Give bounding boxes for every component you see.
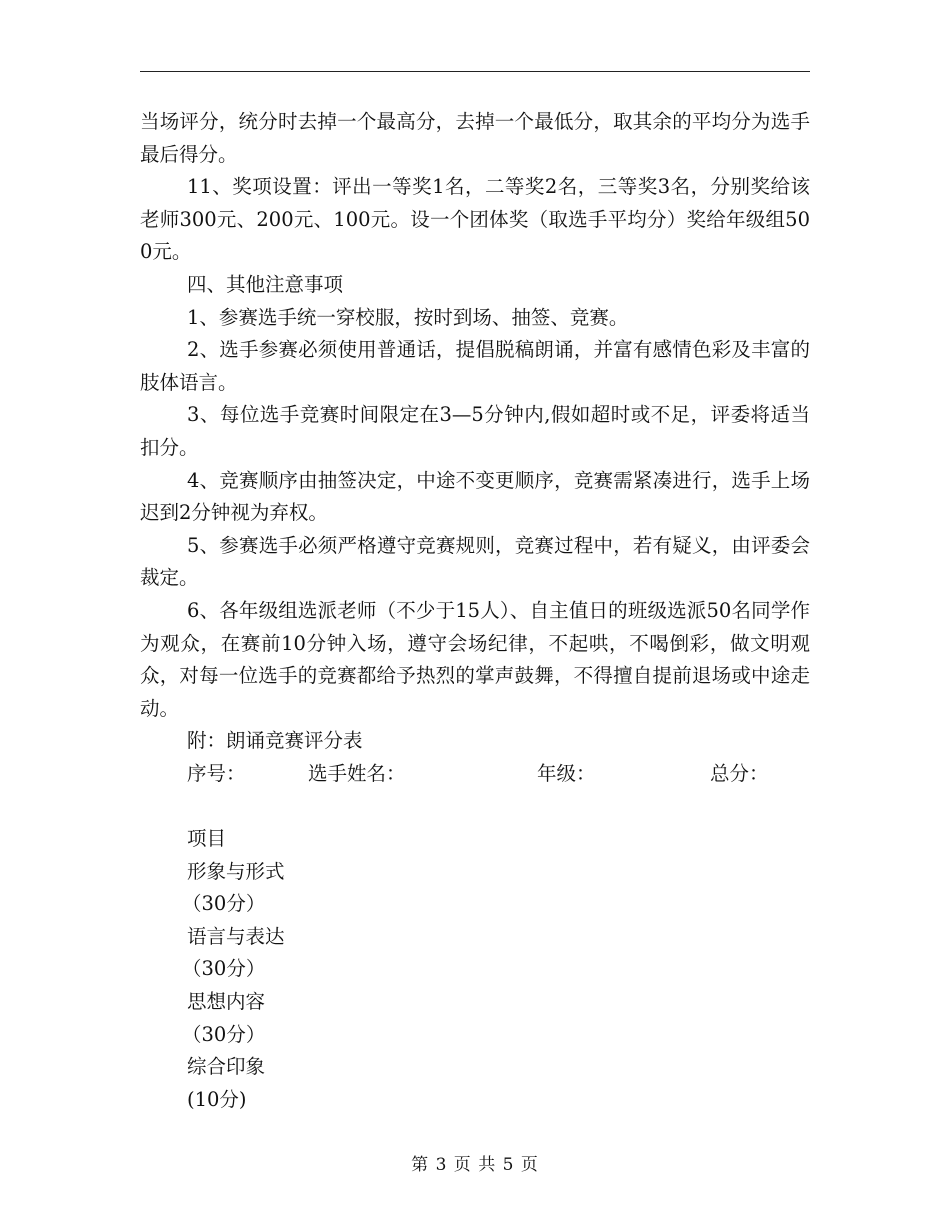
paragraph-scoring-rule: 当场评分，统分时去掉一个最高分，去掉一个最低分，取其余的平均分为选手最后得分。 [140,110,810,166]
page-number: 第 3 页 共 5 页 [411,1155,539,1175]
paragraph-note-1: 1、参赛选手统一穿校服，按时到场、抽签、竞赛。 [187,305,629,329]
total-label: 总分： [710,761,769,785]
score-item-points: （30分） [182,957,266,981]
document-body [140,106,810,1116]
grade-label: 年级： [537,761,596,785]
score-form-header [140,758,810,791]
number-label: 序号： [187,761,246,785]
spacer [140,790,810,823]
score-table [140,823,810,1116]
paragraph-note-6: 6、各年级组选派老师（不少于15人）、自主值日的班级选派50名同学作为观众，在赛前10分钟入场，遵守会场纪律，不起哄，不喝倒彩，做文明观众，对每一位选手的竞赛都给予热烈的掌声鼓舞，不得擅自提前退场或中途走动。 [140,598,810,720]
score-item-points: （30分） [182,1022,266,1046]
paragraph-note-2: 2、选手参赛必须使用普通话，提倡脱稿朗诵，并富有感情色彩及丰富的肢体语言。 [140,338,810,394]
paragraph-awards: 11、奖项设置：评出一等奖1名，二等奖2名，三等奖3名，分别奖给该老师300元、200元、100元。设一个团体奖（取选手平均分）奖给年级组500元。 [140,175,810,264]
score-item-name: 综合印象 [187,1055,266,1079]
score-table-header: 项目 [187,827,227,851]
score-item-name: 语言与表达 [187,924,285,948]
score-item-points: （30分） [182,892,266,916]
appendix-title: 附：朗诵竞赛评分表 [187,729,363,753]
name-label: 选手姓名： [308,761,406,785]
score-item-name: 形象与形式 [187,859,285,883]
header-rule [140,71,810,72]
paragraph-note-5: 5、参赛选手必须严格遵守竞赛规则，竞赛过程中，若有疑义，由评委会裁定。 [140,533,810,590]
score-item-name: 思想内容 [187,990,266,1014]
score-item-points: (10分) [187,1087,247,1111]
section-heading-notes: 四、其他注意事项 [187,272,344,296]
paragraph-note-4: 4、竞赛顺序由抽签决定，中途不变更顺序，竞赛需紧凑进行，选手上场迟到2分钟视为弃权。 [140,468,810,525]
paragraph-note-3: 3、每位选手竞赛时间限定在3—5分钟内,假如超时或不足，评委将适当扣分。 [140,403,810,459]
